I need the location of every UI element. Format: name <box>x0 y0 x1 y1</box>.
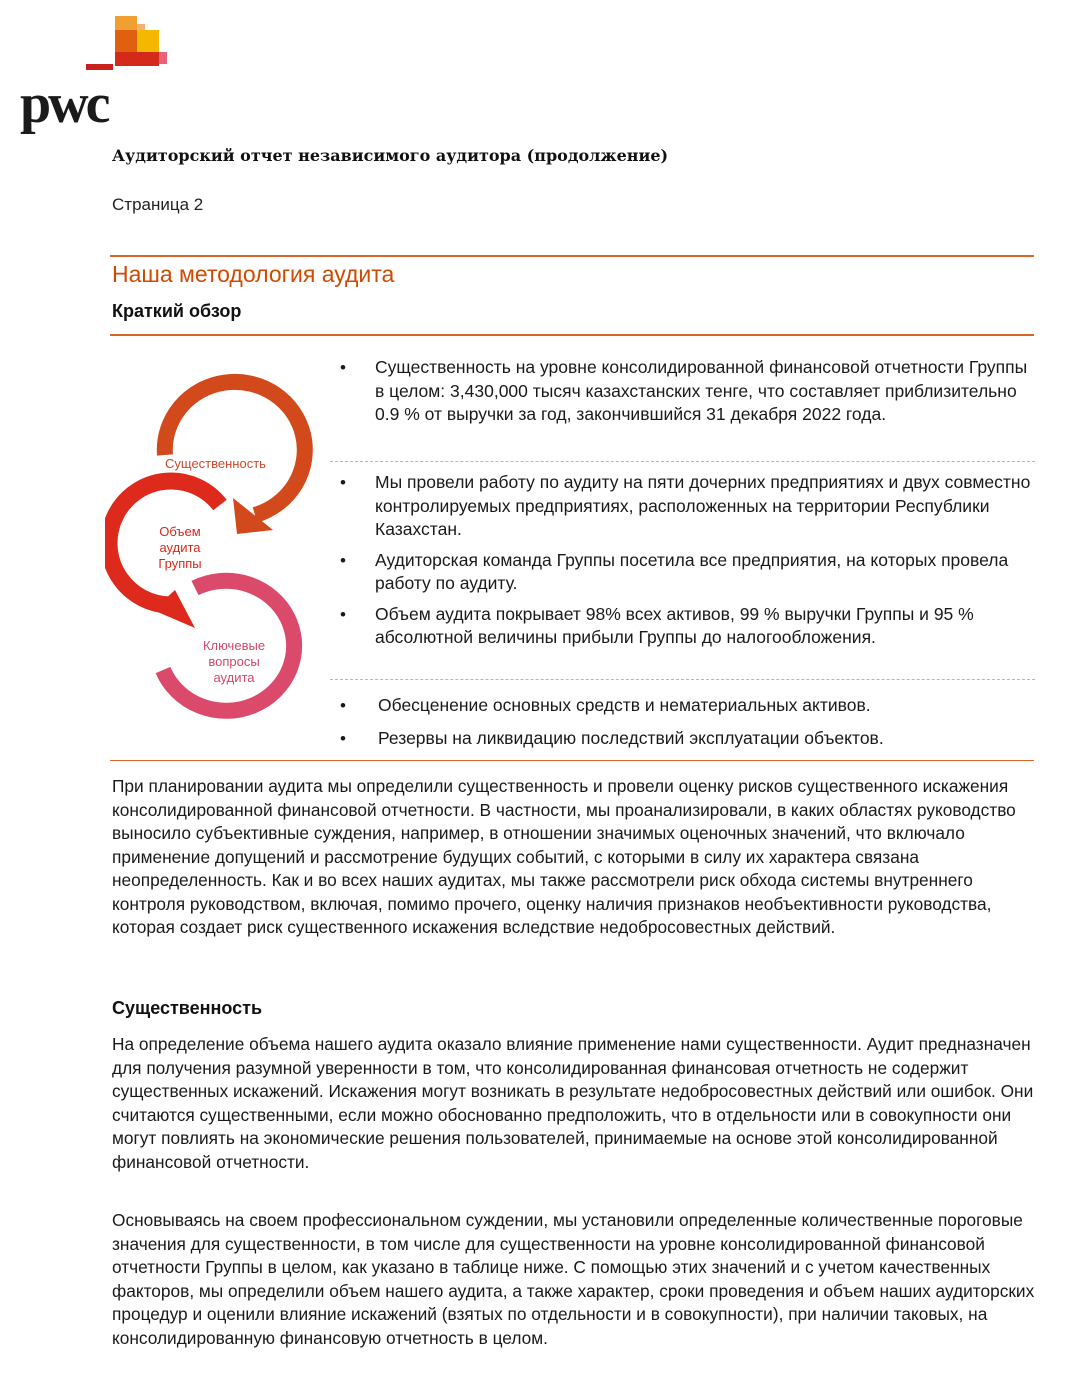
diagram-label-materiality: Существенность <box>165 456 266 471</box>
overview-bullet: • Существенность на уровне консолидированной финансовой отчетности Группы в целом: 3,430,000 тысяч казахстанских тенге, что составляет приблизительно 0.9 % от выручки за год, закончившийся 31 декабря 2022 года. <box>332 356 1032 427</box>
logo-wordmark: pwc <box>20 73 108 135</box>
pwc-logo <box>20 14 180 135</box>
kam-line: вопросы <box>208 654 260 669</box>
scope-line: Объем <box>159 524 201 539</box>
scope-line: аудита <box>159 540 201 555</box>
scope-line: Группы <box>158 556 202 571</box>
overview-bullet: • Объем аудита покрывает 98% всех активов, 99 % выручки Группы и 95 % абсолютной величины прибыли Группы до налогообложения. <box>332 603 1032 650</box>
page-number: Страница 2 <box>112 195 204 214</box>
logo-underline <box>86 64 113 70</box>
overview-bullet: • Аудиторская команда Группы посетила все предприятия, на которых провела работу по аудиту. <box>332 549 1032 596</box>
diagram-label-scope <box>145 524 215 572</box>
dotted-divider <box>330 461 1035 462</box>
logo-block <box>137 30 159 52</box>
subsection-rule <box>110 334 1034 336</box>
materiality-paragraph-2: Основываясь на своем профессиональном суждении, мы установили определенные количественные пороговые значения для существенности, в том числе для существенности на уровне консолидированной финансовой отчетности Группы в целом, как указано в таблице ниже. С помощью этих значений и с учетом качественных факторов, мы определили объем нашего аудита, а также характер, сроки проведения и объем наших аудиторских процедур и оценили влияние искажений (взятых по отдельности и в совокупности), при наличии таковых, на консолидированную финансовую отчетность в целом. <box>112 1210 1035 1348</box>
materiality-heading: Существенность <box>112 998 263 1018</box>
diagram-label-kam <box>193 638 275 686</box>
audit-approach-diagram <box>105 370 330 740</box>
kam-line: аудита <box>213 670 255 685</box>
logo-block <box>115 16 137 30</box>
overview-materiality <box>332 356 1032 427</box>
logo-block <box>115 52 159 66</box>
overview-scope <box>332 471 1032 650</box>
dotted-divider <box>330 679 1035 680</box>
overview-bullet: • Мы провели работу по аудиту на пяти дочерних предприятиях и двух совместно контролируемых предприятиях, расположенных на территории Республики Казахстан. <box>332 471 1032 542</box>
logo-block <box>159 52 167 64</box>
materiality-paragraph-1: На определение объема нашего аудита оказало влияние применение нами существенности. Аудит предназначен для получения разумной уверенности в том, что консолидированная финансовая отчетность не содержит существенных искажений. Искажения могут возникать в результате недобросовестных действий или ошибок. Они считаются существенными, если можно обоснованно предположить, что в отдельности или в совокупности они могут повлиять на экономические решения пользователей, принимаемые на основе этой консолидированной финансовой отчетности. <box>112 1034 1034 1172</box>
overview-rule-bottom <box>110 760 1034 761</box>
kam-line: Ключевые <box>202 638 266 653</box>
section-rule-top <box>110 255 1034 257</box>
section-title: Наша методология аудита <box>112 261 395 287</box>
logo-block <box>115 30 137 52</box>
subsection-title: Краткий обзор <box>112 301 242 321</box>
planning-paragraph: При планировании аудита мы определили существенность и провели оценку рисков существенного искажения консолидированной финансовой отчетности. В частности, мы проанализировали, в каких областях руководство выносило субъективные суждения, например, в отношении значимых оценочных значений, что включало применение допущений и рассмотрение будущих событий, с которыми в силу их характера связана неопределенность. Как и во всех наших аудитах, мы также рассмотрели риск обхода системы внутреннего контроля руководством, включая, помимо прочего, оценку наличия признаков необъективности руководства, которая создает риск существенного искажения вследствие недобросовестных действий. <box>112 776 1016 937</box>
overview-bullet: • Обесценение основных средств и нематериальных активов. <box>332 694 1032 718</box>
overview-key-matters <box>332 694 1032 750</box>
overview-bullet: • Резервы на ликвидацию последствий эксплуатации объектов. <box>332 727 1032 751</box>
report-title: Аудиторский отчет независимого аудитора (продолжение) <box>112 146 669 165</box>
